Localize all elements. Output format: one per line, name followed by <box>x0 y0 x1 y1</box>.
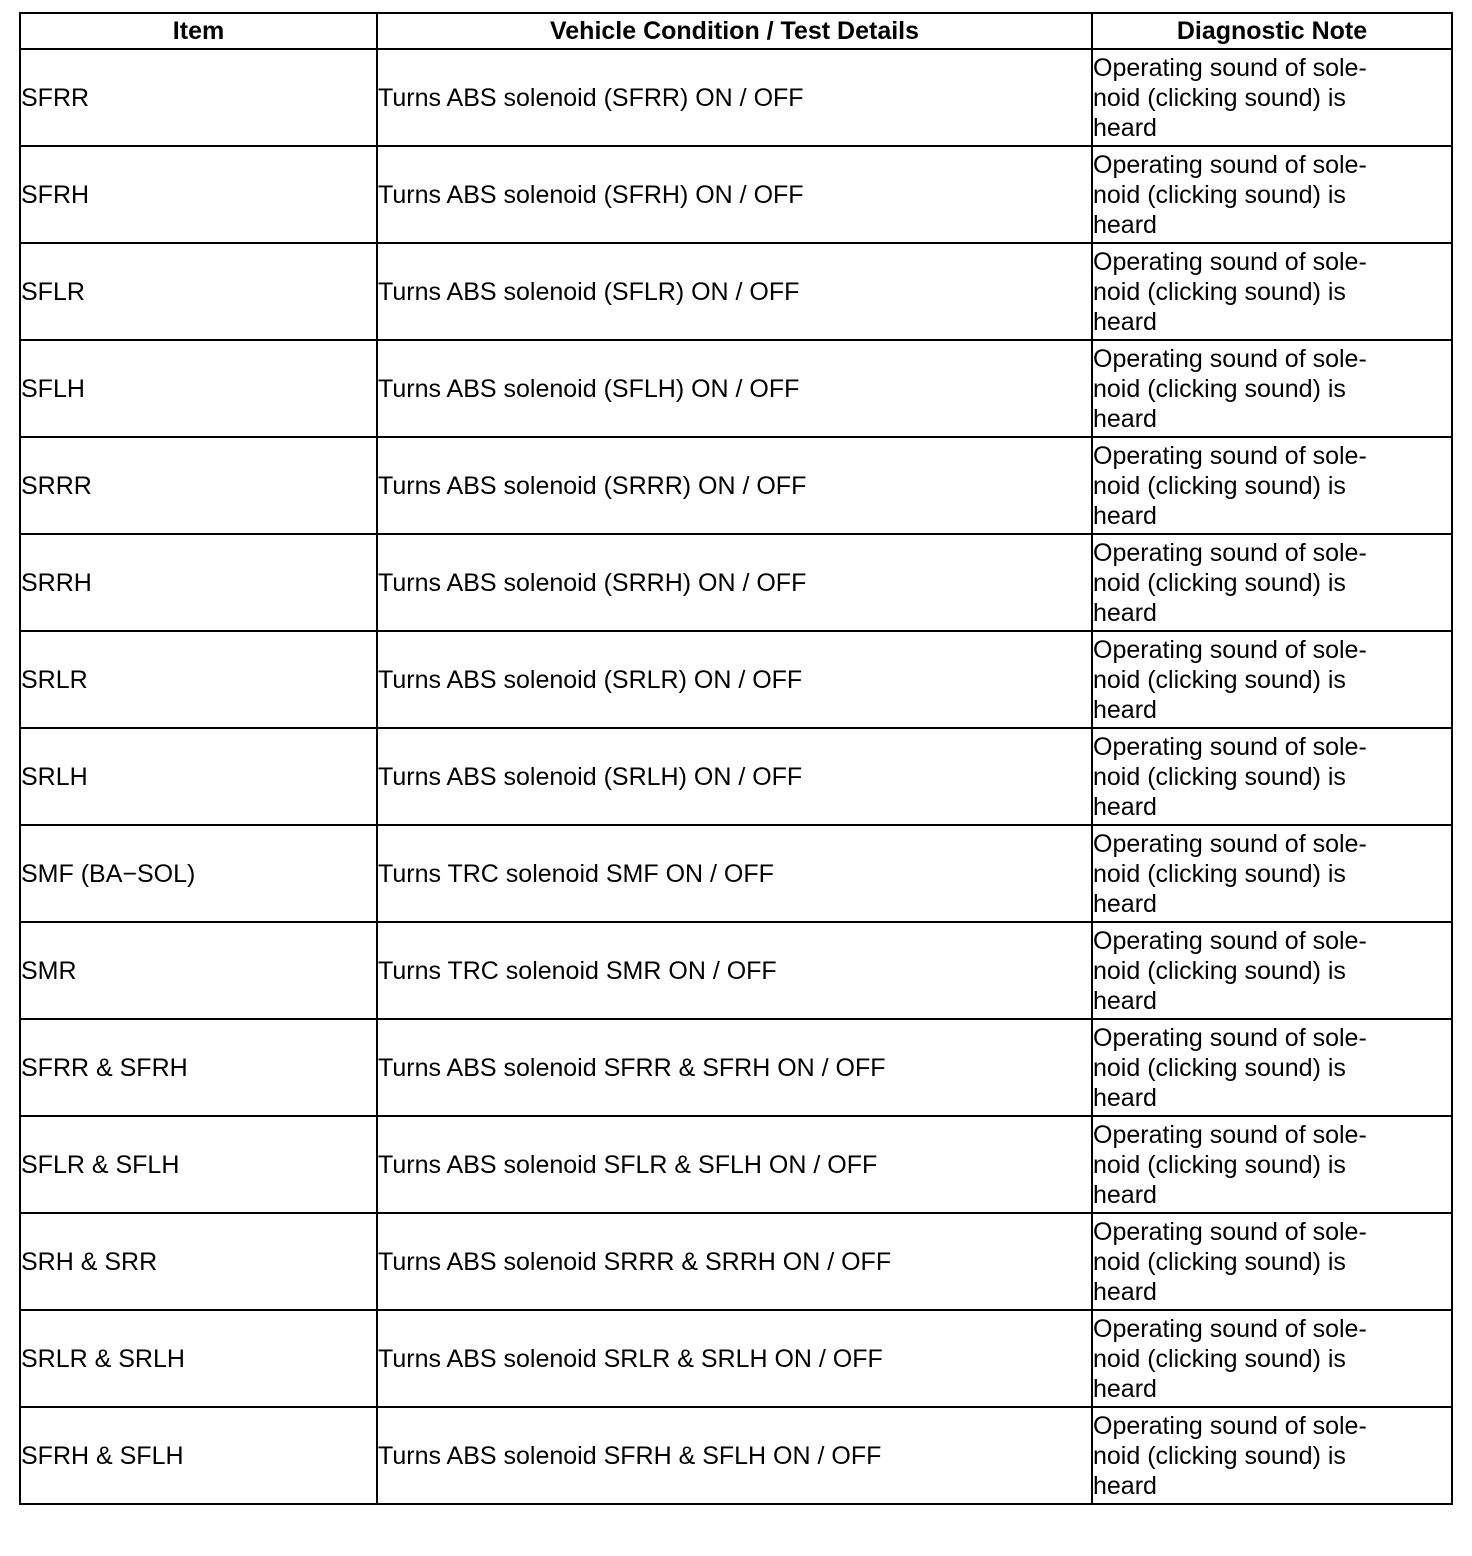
note-line: heard <box>1093 1083 1157 1112</box>
note-line: heard <box>1093 210 1157 239</box>
note-line: noid (clicking sound) is <box>1093 956 1346 985</box>
note-line: Operating sound of sole- <box>1093 829 1367 858</box>
note-line: Operating sound of sole- <box>1093 538 1367 567</box>
note-line: noid (clicking sound) is <box>1093 277 1346 306</box>
cell-item: SRLR <box>20 631 377 728</box>
cell-condition: Turns ABS solenoid (SRLH) ON / OFF <box>377 728 1092 825</box>
table-row <box>20 340 1452 437</box>
note-line: Operating sound of sole- <box>1093 441 1367 470</box>
table-body <box>20 49 1452 1504</box>
cell-condition: Turns ABS solenoid SRRR & SRRH ON / OFF <box>377 1213 1092 1310</box>
note-line: heard <box>1093 1374 1157 1403</box>
note-line: Operating sound of sole- <box>1093 1411 1367 1440</box>
cell-note <box>1092 534 1452 631</box>
cell-condition: Turns ABS solenoid SFRH & SFLH ON / OFF <box>377 1407 1092 1504</box>
cell-note <box>1092 49 1452 146</box>
cell-condition: Turns ABS solenoid SFRR & SFRH ON / OFF <box>377 1019 1092 1116</box>
table-row <box>20 728 1452 825</box>
cell-item: SFRR <box>20 49 377 146</box>
table-row <box>20 49 1452 146</box>
table-row <box>20 1019 1452 1116</box>
cell-note <box>1092 146 1452 243</box>
cell-item: SFRH & SFLH <box>20 1407 377 1504</box>
note-line: Operating sound of sole- <box>1093 247 1367 276</box>
note-line: heard <box>1093 889 1157 918</box>
table-header-row <box>20 13 1452 49</box>
cell-note <box>1092 243 1452 340</box>
note-line: heard <box>1093 598 1157 627</box>
note-line: heard <box>1093 307 1157 336</box>
cell-item: SFLH <box>20 340 377 437</box>
cell-note <box>1092 437 1452 534</box>
cell-note <box>1092 1019 1452 1116</box>
note-line: noid (clicking sound) is <box>1093 1053 1346 1082</box>
note-line: noid (clicking sound) is <box>1093 1344 1346 1373</box>
cell-condition: Turns ABS solenoid SFLR & SFLH ON / OFF <box>377 1116 1092 1213</box>
cell-condition: Turns ABS solenoid (SRRR) ON / OFF <box>377 437 1092 534</box>
cell-item: SMR <box>20 922 377 1019</box>
cell-item: SRRR <box>20 437 377 534</box>
table-row <box>20 631 1452 728</box>
note-line: noid (clicking sound) is <box>1093 665 1346 694</box>
note-line: noid (clicking sound) is <box>1093 1150 1346 1179</box>
cell-item: SFRR & SFRH <box>20 1019 377 1116</box>
note-line: heard <box>1093 501 1157 530</box>
table-row <box>20 534 1452 631</box>
note-line: heard <box>1093 1277 1157 1306</box>
note-line: heard <box>1093 695 1157 724</box>
cell-condition: Turns ABS solenoid (SRLR) ON / OFF <box>377 631 1092 728</box>
column-header-condition: Vehicle Condition / Test Details <box>377 13 1092 49</box>
note-line: noid (clicking sound) is <box>1093 83 1346 112</box>
note-line: Operating sound of sole- <box>1093 150 1367 179</box>
table-row <box>20 825 1452 922</box>
cell-condition: Turns TRC solenoid SMR ON / OFF <box>377 922 1092 1019</box>
cell-note <box>1092 922 1452 1019</box>
note-line: heard <box>1093 113 1157 142</box>
cell-condition: Turns ABS solenoid (SFLH) ON / OFF <box>377 340 1092 437</box>
note-line: Operating sound of sole- <box>1093 635 1367 664</box>
cell-note <box>1092 825 1452 922</box>
note-line: noid (clicking sound) is <box>1093 859 1346 888</box>
table-row <box>20 146 1452 243</box>
table-row <box>20 1407 1452 1504</box>
cell-condition: Turns ABS solenoid SRLR & SRLH ON / OFF <box>377 1310 1092 1407</box>
cell-item: SRH & SRR <box>20 1213 377 1310</box>
active-test-table <box>19 12 1453 1505</box>
cell-note <box>1092 1407 1452 1504</box>
cell-item: SFLR <box>20 243 377 340</box>
note-line: heard <box>1093 1471 1157 1500</box>
note-line: noid (clicking sound) is <box>1093 762 1346 791</box>
table-row <box>20 243 1452 340</box>
note-line: noid (clicking sound) is <box>1093 1247 1346 1276</box>
column-header-item: Item <box>20 13 377 49</box>
note-line: Operating sound of sole- <box>1093 1314 1367 1343</box>
cell-item: SRLR & SRLH <box>20 1310 377 1407</box>
cell-condition: Turns ABS solenoid (SFRH) ON / OFF <box>377 146 1092 243</box>
note-line: noid (clicking sound) is <box>1093 374 1346 403</box>
note-line: Operating sound of sole- <box>1093 1120 1367 1149</box>
note-line: Operating sound of sole- <box>1093 1217 1367 1246</box>
note-line: noid (clicking sound) is <box>1093 471 1346 500</box>
note-line: noid (clicking sound) is <box>1093 1441 1346 1470</box>
column-header-note: Diagnostic Note <box>1092 13 1452 49</box>
table-row <box>20 1213 1452 1310</box>
cell-note <box>1092 340 1452 437</box>
cell-note <box>1092 1213 1452 1310</box>
note-line: heard <box>1093 792 1157 821</box>
cell-item: SFLR & SFLH <box>20 1116 377 1213</box>
note-line: noid (clicking sound) is <box>1093 568 1346 597</box>
cell-condition: Turns ABS solenoid (SFRR) ON / OFF <box>377 49 1092 146</box>
table-row <box>20 437 1452 534</box>
note-line: Operating sound of sole- <box>1093 53 1367 82</box>
note-line: Operating sound of sole- <box>1093 1023 1367 1052</box>
note-line: noid (clicking sound) is <box>1093 180 1346 209</box>
cell-item: SMF (BA−SOL) <box>20 825 377 922</box>
table-row <box>20 1310 1452 1407</box>
table-row <box>20 922 1452 1019</box>
cell-condition: Turns ABS solenoid (SFLR) ON / OFF <box>377 243 1092 340</box>
cell-note <box>1092 631 1452 728</box>
cell-condition: Turns ABS solenoid (SRRH) ON / OFF <box>377 534 1092 631</box>
cell-item: SRRH <box>20 534 377 631</box>
cell-condition: Turns TRC solenoid SMF ON / OFF <box>377 825 1092 922</box>
note-line: Operating sound of sole- <box>1093 732 1367 761</box>
cell-note <box>1092 1310 1452 1407</box>
cell-item: SRLH <box>20 728 377 825</box>
note-line: heard <box>1093 986 1157 1015</box>
note-line: heard <box>1093 404 1157 433</box>
note-line: Operating sound of sole- <box>1093 926 1367 955</box>
table-row <box>20 1116 1452 1213</box>
cell-note <box>1092 1116 1452 1213</box>
note-line: heard <box>1093 1180 1157 1209</box>
note-line: Operating sound of sole- <box>1093 344 1367 373</box>
cell-item: SFRH <box>20 146 377 243</box>
cell-note <box>1092 728 1452 825</box>
